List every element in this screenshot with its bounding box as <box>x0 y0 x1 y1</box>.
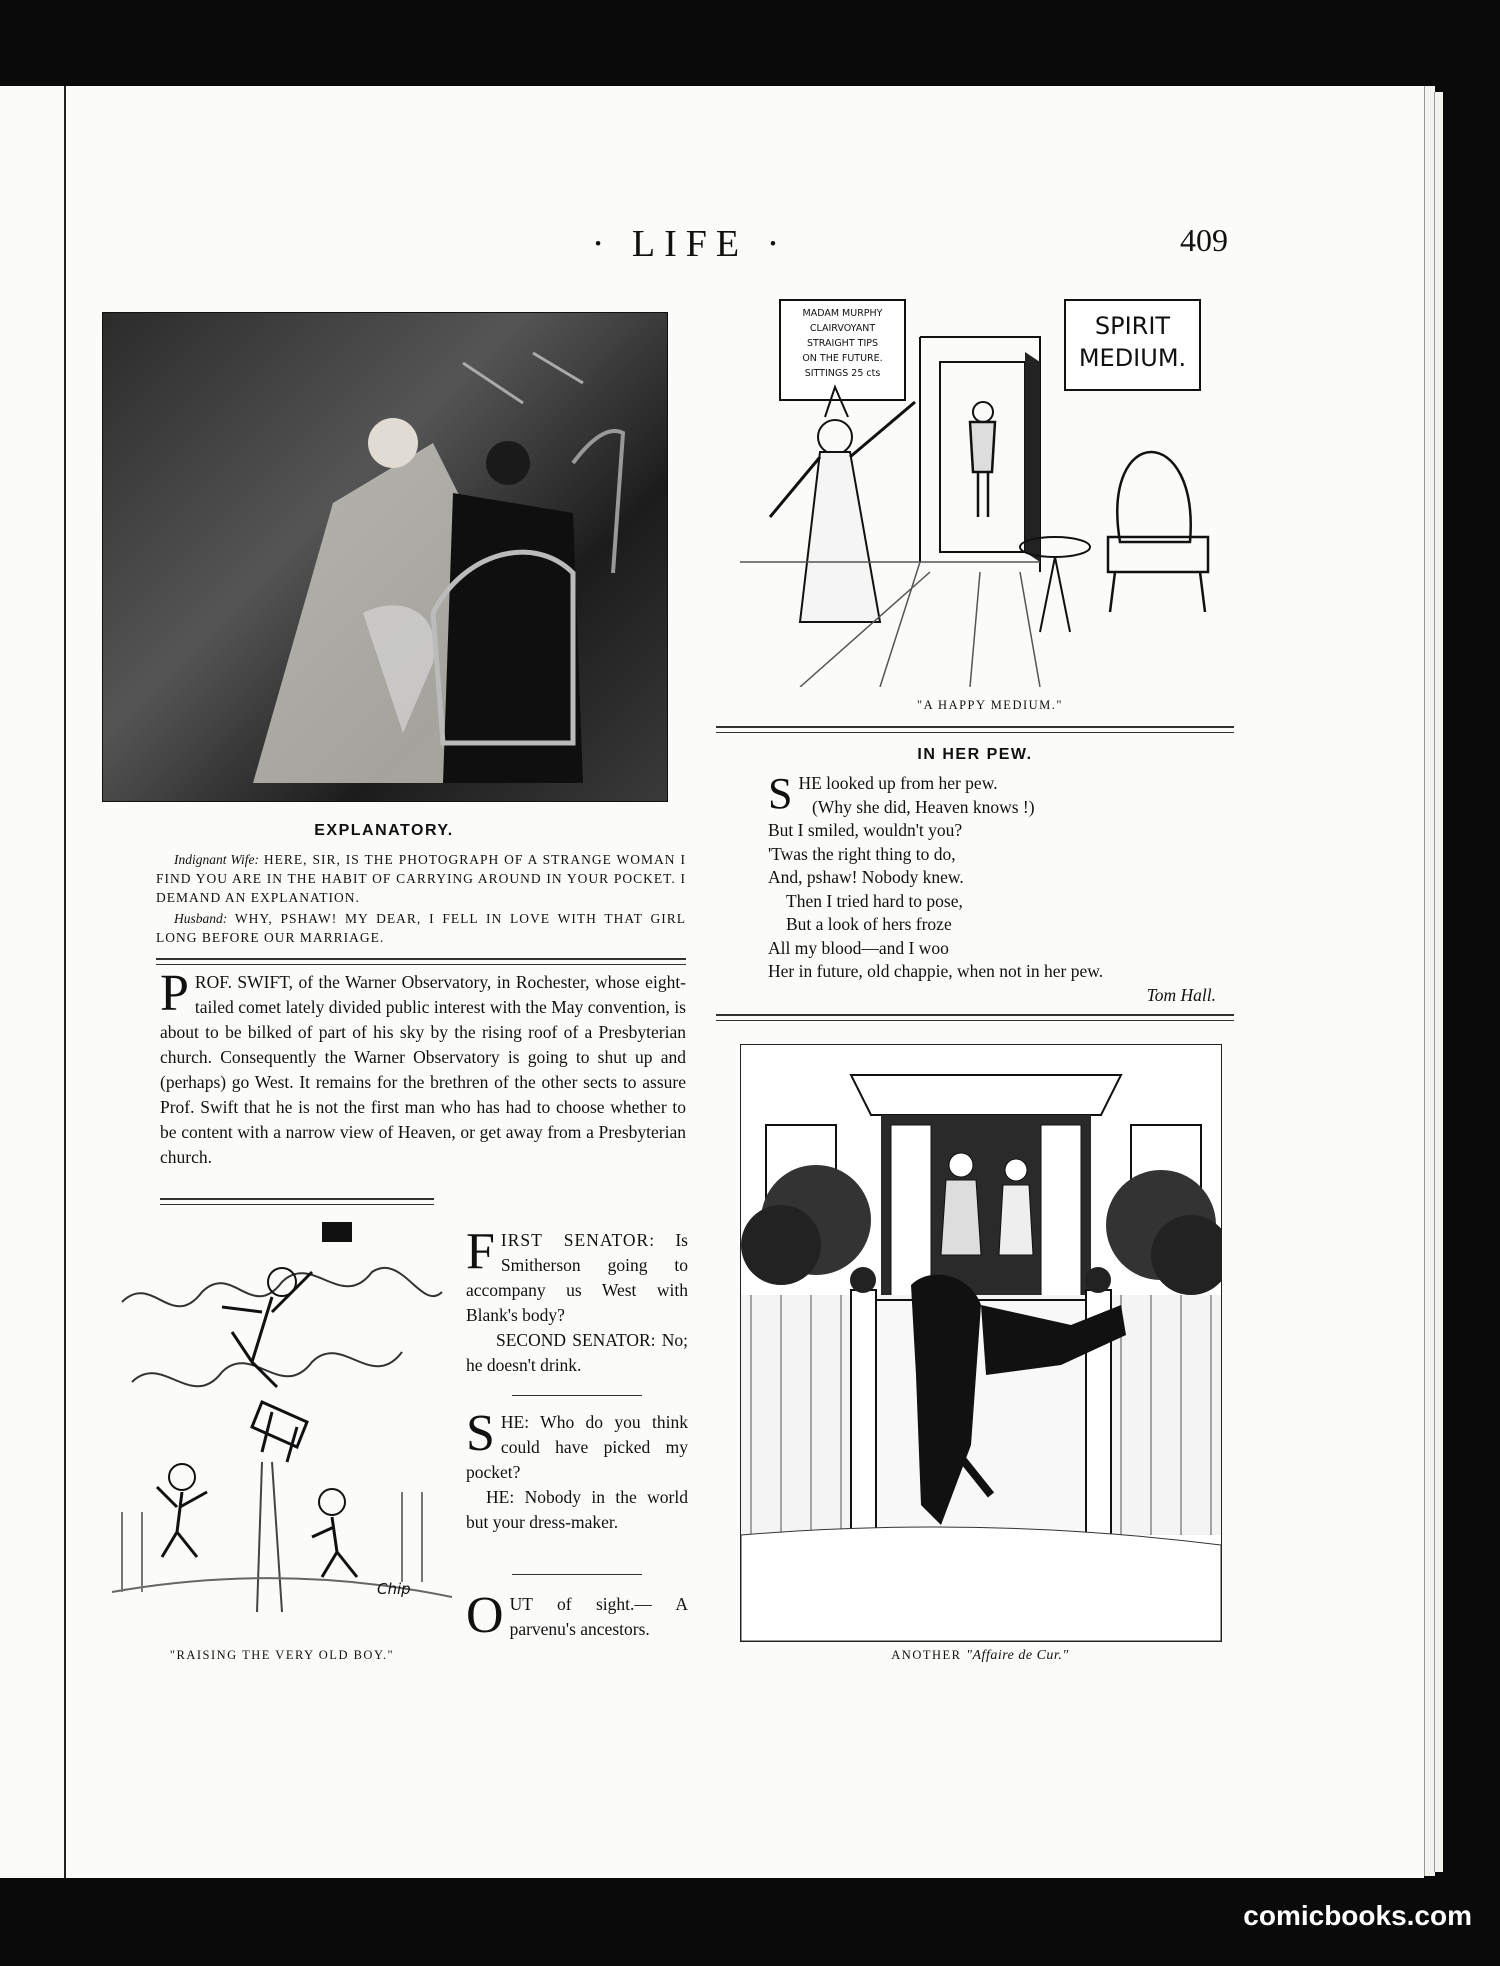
joke-line: Nobody in the world but your dress-maker. <box>466 1487 688 1532</box>
sign-line: CLAIRVOYANT <box>809 323 876 334</box>
section-divider <box>160 1198 434 1205</box>
explanatory-photo <box>102 312 668 802</box>
caption-title: "Affaire de Cur." <box>966 1648 1069 1663</box>
dialog-text: HERE, SIR, IS THE PHOTOGRAPH OF A STRANGE WOMAN I FIND YOU ARE IN THE HABIT OF CARRYING AROUND IN YOUR POCKET. I DEMAND AN EXPLANATION. <box>156 852 686 905</box>
speaker-label: HE: <box>486 1487 515 1507</box>
joke-divider <box>512 1395 642 1396</box>
sign-line: SPIRIT <box>1094 312 1171 340</box>
sign-line: ON THE FUTURE. <box>802 353 883 364</box>
sign-line: MADAM MURPHY <box>802 308 883 319</box>
joke-line: No; he doesn't drink. <box>466 1330 688 1375</box>
speaker-label: Indignant Wife: <box>174 852 259 867</box>
poem-line: But a look of hers froze <box>786 914 952 934</box>
speaker-label: IRST SENATOR: <box>500 1230 656 1250</box>
old-boy-cartoon <box>112 1212 452 1642</box>
previous-page-edge <box>0 86 66 1878</box>
page-number: 409 <box>1180 222 1228 258</box>
parvenu-joke <box>466 1587 688 1644</box>
page-edge <box>1434 92 1443 1872</box>
poem-line: And, pshaw! Nobody knew. <box>768 867 964 887</box>
caption-lead: ANOTHER <box>891 1648 967 1662</box>
watermark: comicbooks.com <box>1243 1900 1472 1931</box>
poem-line: HE looked up from her pew. <box>798 773 998 793</box>
speaker-label: SECOND SENATOR: <box>496 1330 656 1350</box>
poem-line: (Why she did, Heaven knows !) <box>812 796 1035 817</box>
dropcap: S <box>466 1405 495 1462</box>
joke-line: Who do you think could have picked my pocket? <box>466 1412 688 1482</box>
poem-author: Tom Hall. <box>1146 984 1216 1005</box>
poem-line: Her in future, old chappie, when not in her pew. <box>768 961 1104 981</box>
dialog-text: WHY, PSHAW! MY DEAR, I FELL IN LOVE WITH THAT GIRL LONG BEFORE OUR MARRIAGE. <box>156 911 686 945</box>
affaire-cartoon <box>740 1044 1222 1642</box>
sign-line: SITTINGS 25 cts <box>804 368 881 379</box>
spirit-medium-sign <box>1065 310 1200 374</box>
pocket-joke <box>466 1405 688 1535</box>
poem-line: Then I tried hard to pose, <box>786 890 963 911</box>
sign-line: MEDIUM. <box>1078 344 1187 372</box>
swift-paragraph <box>160 965 687 1170</box>
sign-line: STRAIGHT TIPS <box>806 338 879 349</box>
masthead: · LIFE · <box>591 223 789 265</box>
happy-medium-caption: "A HAPPY MEDIUM." <box>916 698 1064 712</box>
joke-line: Is Smitherson going to accompany us West with Blank's body? <box>466 1230 688 1325</box>
artist-signature: Chip <box>377 1580 411 1598</box>
pew-heading: IN HER PEW. <box>917 746 1033 763</box>
speaker-label: HE: <box>500 1412 530 1432</box>
joke-text: UT of sight.— A parvenu's ancestors. <box>509 1594 688 1639</box>
dropcap: F <box>466 1223 495 1280</box>
poem-line: 'Twas the right thing to do, <box>768 843 956 864</box>
dropcap: O <box>466 1587 504 1644</box>
madam-murphy-sign <box>780 306 905 381</box>
poem-line: All my blood—and I woo <box>768 937 949 958</box>
section-divider <box>156 958 686 965</box>
section-divider <box>716 1014 1234 1021</box>
joke-divider <box>512 1574 642 1575</box>
poem-line: But I smiled, wouldn't you? <box>768 820 963 840</box>
section-divider <box>716 726 1234 733</box>
happy-medium-cartoon <box>740 292 1240 687</box>
affaire-caption <box>740 1648 1220 1664</box>
old-boy-caption: "RAISING THE VERY OLD BOY." <box>169 1648 395 1662</box>
paragraph-lead: ROF. SWIFT, of the Warner Observatory, in Rochester, <box>194 972 590 992</box>
pew-poem <box>768 769 1228 1007</box>
explanatory-dialog-2 <box>156 909 686 947</box>
paragraph-body: whose eight-tailed comet lately divided public interest with the May convention, is about to be bilked of part of his sky by the rising roof of a Presbyterian church. Consequently the Warner Observatory is going to shut up and (perhaps) go West. It remains for the brethren of the other sects to assure Prof. Swift that he is not the first man who has had to choose whether to be content with a narrow view of Heaven, or get away from a Presbyterian church. <box>160 972 687 1167</box>
speaker-label: Husband: <box>174 911 228 926</box>
explanatory-heading: EXPLANATORY. <box>314 822 454 839</box>
senator-joke <box>466 1223 688 1378</box>
dropcap: S <box>768 769 793 818</box>
explanatory-dialog-1 <box>156 850 686 907</box>
dropcap: P <box>160 965 189 1022</box>
